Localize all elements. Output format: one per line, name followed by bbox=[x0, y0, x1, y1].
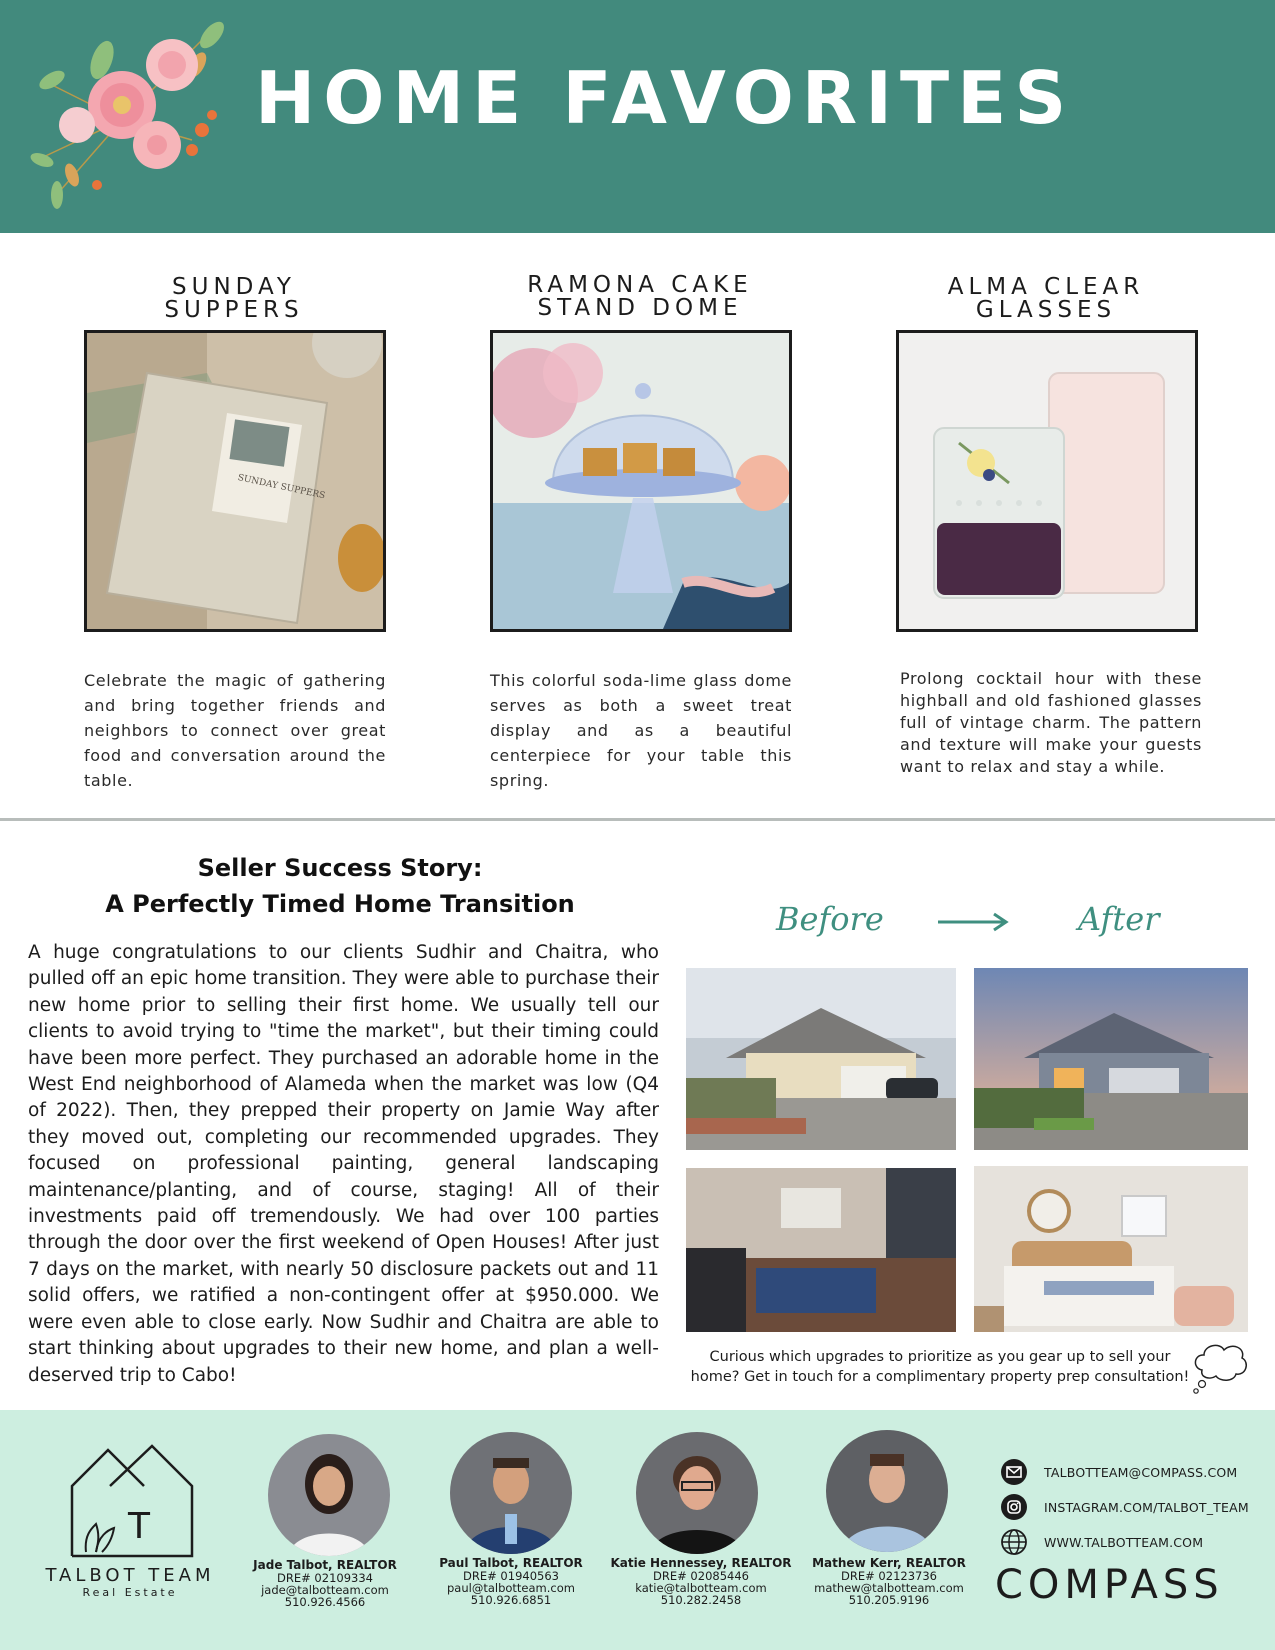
talbot-team-logo-icon bbox=[66, 1440, 196, 1564]
contact-website[interactable]: WWW.TALBOTTEAM.COM bbox=[1000, 1528, 1270, 1556]
avatar bbox=[268, 1434, 390, 1556]
agent-card: Jade Talbot, REALTOR DRE# 02109334 jade@talbotteam.com 510.926.4566 bbox=[253, 1558, 397, 1609]
story-body: A huge congratulations to our clients Sudhir and Chaitra, who pulled off an epic home transition. They were able to purchase their new home prior to selling their first home. We usually tell our clients to avoid trying to "time the market", but their timing could have been more perfect. They purchased an adorable home in the West End neighborhood of Alameda when the market was low (Q4 of 2022). Then, they prepped their property on Jamie Way after they moved out, completing our recommended upgrades. They focused on professional painting, general landscaping maintenance/planting, and of course, staging! All of their investments paid off tremendously. We had over 100 parties through the door over the first weekend of Open Houses! After just 7 days on the market, with nearly 50 disclosure packets out and 11 solid offers, we ratified a non-contingent offer at $950.000. We were even able to close early. Now Sudhir and Chaitra are able to start thinking about upgrades to their new home, and plan a well-deserved trip to Cabo! bbox=[28, 942, 659, 1386]
before-exterior-photo bbox=[686, 968, 956, 1150]
arrow-right-icon bbox=[936, 910, 1010, 938]
after-exterior-photo bbox=[974, 968, 1248, 1150]
contact-email[interactable]: TALBOTTEAM@COMPASS.COM bbox=[1000, 1458, 1270, 1486]
globe-icon bbox=[1000, 1528, 1028, 1556]
consultation-caption: Curious which upgrades to prioritize as you gear up to sell your home? Get in touch for a complimentary property prep consultation! bbox=[690, 1349, 1190, 1385]
thought-bubble-icon bbox=[1190, 1340, 1250, 1400]
agent-card: Katie Hennessey, REALTOR DRE# 02085446 katie@talbotteam.com 510.282.2458 bbox=[610, 1556, 792, 1607]
talbot-team-logo-text: TALBOT TEAM Real Estate bbox=[45, 1565, 215, 1599]
avatar bbox=[636, 1432, 758, 1554]
before-bedroom-photo bbox=[686, 1168, 956, 1332]
before-label: Before bbox=[776, 900, 884, 938]
alma-glasses-photo bbox=[896, 330, 1198, 632]
agent-card: Mathew Kerr, REALTOR DRE# 02123736 mathew@talbotteam.com 510.205.9196 bbox=[812, 1556, 966, 1607]
email-icon bbox=[1000, 1458, 1028, 1486]
sunday-suppers-photo bbox=[84, 330, 386, 632]
avatar bbox=[450, 1432, 572, 1554]
favorite-title-2: RAMONA CAKE STAND DOME bbox=[527, 272, 753, 321]
favorite-title-1: SUNDAY SUPPERS bbox=[164, 274, 304, 323]
favorite-description-2: This colorful soda-lime glass dome serves as both a sweet treat display and as a beautiful centerpiece for your table this spring. bbox=[490, 671, 792, 790]
story-heading-line2: A Perfectly Timed Home Transition bbox=[105, 890, 575, 918]
favorite-title-3: ALMA CLEAR GLASSES bbox=[947, 274, 1145, 323]
favorite-description-3: Prolong cocktail hour with these highball and old fashioned glasses full of vintage charm. The pattern and texture will make your guests want to relax and stay a while. bbox=[900, 669, 1202, 776]
instagram-icon bbox=[1000, 1493, 1028, 1521]
compass-logo: COMPASS bbox=[995, 1562, 1224, 1608]
svg-text:T: T bbox=[128, 1506, 150, 1547]
after-bedroom-photo bbox=[974, 1166, 1248, 1332]
contact-instagram[interactable]: INSTAGRAM.COM/TALBOT_TEAM bbox=[1000, 1493, 1270, 1521]
after-label: After bbox=[1078, 900, 1160, 938]
story-heading-line1: Seller Success Story: bbox=[197, 854, 483, 882]
svg-text:SUNDAY SUPPERS: SUNDAY SUPPERS bbox=[236, 473, 326, 502]
page-title: HOME FAVORITES bbox=[255, 56, 1075, 140]
favorite-description-1: Celebrate the magic of gathering and bring together friends and neighbors to connect over great food and conversation around the table. bbox=[84, 671, 386, 790]
section-divider bbox=[0, 818, 1275, 821]
avatar bbox=[826, 1430, 948, 1552]
cake-stand-dome-photo bbox=[490, 330, 792, 632]
agent-card: Paul Talbot, REALTOR DRE# 01940563 paul@talbotteam.com 510.926.6851 bbox=[439, 1556, 583, 1607]
flower-bouquet-illustration bbox=[12, 10, 237, 220]
